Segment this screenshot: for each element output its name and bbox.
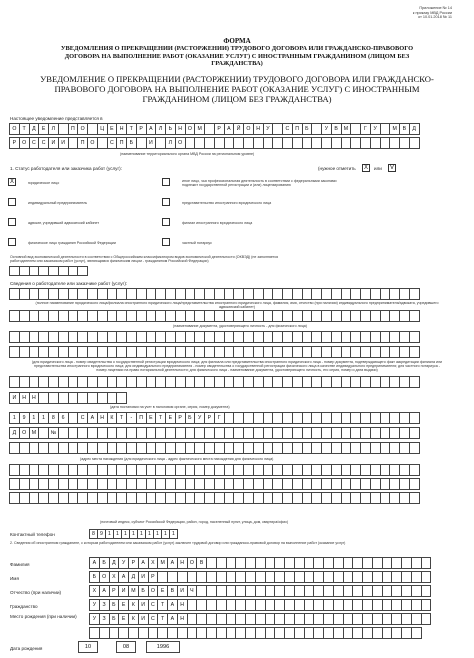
- form-cell[interactable]: Р: [136, 123, 147, 135]
- appendix-line: от 10.01.2018 № 11: [418, 15, 452, 20]
- form-cell[interactable]: А: [146, 123, 157, 135]
- status-entrepreneur-checkbox[interactable]: [8, 198, 16, 206]
- form-cell[interactable]: Б: [99, 557, 110, 569]
- first-name-field[interactable]: [89, 571, 430, 583]
- patronymic-label: Отчество (при наличии): [10, 590, 62, 595]
- form-cell[interactable]: 1: [121, 529, 130, 539]
- form-cell[interactable]: Н: [177, 599, 188, 611]
- form-cell[interactable]: С: [148, 599, 159, 611]
- form-cell[interactable]: 1: [9, 412, 20, 424]
- employer-address-row-3[interactable]: [9, 442, 419, 454]
- form-cell[interactable]: М: [128, 585, 139, 597]
- form-cell[interactable]: [409, 464, 420, 476]
- form-title-large: УВЕДОМЛЕНИЕ О ПРЕКРАЩЕНИИ (РАСТОРЖЕНИИ) ТРУДОВОГО ДОГОВОРА ИЛИ ГРАЖДАНСКО-ПРАВОВОГО ДОГОВОРА НА ВЫПОЛНЕНИЕ РАБОТ (ОКАЗАНИЕ УСЛУГ) С ИНОСТРАННЫМ ГРАЖДАНИНОМ (ЛИЦОМ БЕЗ ГРАЖДАНСТВА): [40, 74, 434, 105]
- form-cell[interactable]: [409, 427, 420, 439]
- status-representative-label: представительство иностранного юридического лица: [182, 201, 272, 205]
- birth-day-field[interactable]: 10: [78, 641, 98, 653]
- form-cell[interactable]: Р: [175, 412, 186, 424]
- form-cell[interactable]: -: [126, 412, 137, 424]
- form-cell[interactable]: С: [29, 137, 40, 149]
- employer-postal-caption: (почтовый индекс, субъект Российской Федерации, район, город, населенный пункт, улица, дом, квартира/офис): [100, 520, 289, 524]
- form-cell[interactable]: Е: [157, 585, 168, 597]
- form-cell[interactable]: Ц: [97, 123, 108, 135]
- employer-address-row-6[interactable]: [9, 492, 419, 504]
- status-individual-checkbox[interactable]: [8, 238, 16, 246]
- form-cell[interactable]: Н: [253, 123, 264, 135]
- form-cell[interactable]: [409, 442, 420, 454]
- form-cell[interactable]: Н: [29, 392, 40, 404]
- employer-name-caption: (полное наименование юридического лица/филиала иностранного юридического лица/представительства иностранного юридического лица, фамилия, имя, отчество (при наличии) индивидуального предпринимателя/адвоката, учредившего адвокатский кабинет): [35, 301, 439, 310]
- status-individual-label: физическое лицо гражданин Российской Федерации: [28, 241, 116, 245]
- form-cell[interactable]: З: [99, 599, 110, 611]
- form-cell[interactable]: А: [99, 585, 110, 597]
- form-cell[interactable]: О: [19, 137, 30, 149]
- form-cell[interactable]: И: [146, 137, 157, 149]
- form-cell[interactable]: И: [118, 585, 129, 597]
- mark-example-v: V: [389, 165, 394, 171]
- form-cell[interactable]: О: [175, 137, 186, 149]
- form-cell[interactable]: Г: [214, 412, 225, 424]
- birth-date-label: Дата рождения: [10, 646, 43, 651]
- status-representative-checkbox[interactable]: [162, 198, 170, 206]
- form-cell[interactable]: О: [243, 123, 254, 135]
- form-cell[interactable]: Т: [19, 123, 30, 135]
- appendix-line: к приказу МВД России: [412, 10, 452, 15]
- form-cell[interactable]: Т: [126, 123, 137, 135]
- form-cell[interactable]: [409, 288, 420, 300]
- employer-name-row-1[interactable]: [9, 288, 419, 300]
- surname-field[interactable]: [89, 557, 430, 569]
- form-cell[interactable]: М: [29, 427, 40, 439]
- form-cell[interactable]: О: [9, 123, 20, 135]
- status-notary-checkbox[interactable]: [162, 238, 170, 246]
- form-cell[interactable]: У: [370, 123, 381, 135]
- mark-or: или: [374, 166, 382, 171]
- form-cell[interactable]: Т: [116, 412, 127, 424]
- form-cell[interactable]: Б: [185, 412, 196, 424]
- mark-instruction-text: (нужное отметить: [318, 166, 356, 171]
- form-cell[interactable]: А: [138, 557, 149, 569]
- form-cell[interactable]: Б: [109, 613, 120, 625]
- form-cell[interactable]: [409, 478, 420, 490]
- employer-label: Сведения о работодателе или заказчике работ (услуг):: [10, 281, 128, 286]
- patronymic-field[interactable]: [89, 585, 430, 597]
- status-other-person-label: иное лицо, чья профессиональная деятельность в соответствии с федеральными законами подлежит государственной регистрации и (или) лицензированию: [182, 179, 337, 188]
- form-cell[interactable]: О: [87, 137, 98, 149]
- employer-address-row-4[interactable]: [9, 464, 419, 476]
- form-cell[interactable]: Н: [177, 557, 188, 569]
- form-cell[interactable]: У: [89, 599, 100, 611]
- form-cell[interactable]: В: [331, 123, 342, 135]
- status-entrepreneur-label: индивидуальный предприниматель: [28, 201, 88, 205]
- status-notary-label: частный нотариус: [182, 241, 212, 245]
- employer-doc-caption: (наименование документа, удостоверяющего личность - для физического лица): [173, 324, 307, 328]
- form-cell[interactable]: [421, 599, 432, 611]
- form-cell[interactable]: Т: [157, 599, 168, 611]
- form-cell[interactable]: С: [148, 613, 159, 625]
- form-cell[interactable]: Б: [138, 585, 149, 597]
- form-cell[interactable]: А: [89, 557, 100, 569]
- birthplace-field[interactable]: [89, 613, 430, 625]
- form-cell[interactable]: С: [282, 123, 293, 135]
- employer-address-row-2[interactable]: [9, 427, 419, 439]
- form-cell[interactable]: А: [118, 571, 129, 583]
- form-cell[interactable]: Л: [155, 123, 166, 135]
- addressee-caption: (наименование территориального органа МВД России на региональном уровне): [120, 152, 255, 156]
- form-cell[interactable]: О: [187, 557, 198, 569]
- form-cell[interactable]: Е: [146, 412, 157, 424]
- form-cell[interactable]: С: [77, 412, 88, 424]
- status-lawyer-label: адвокат, учредивший адвокатский кабинет: [28, 221, 100, 225]
- form-cell[interactable]: [421, 613, 432, 625]
- form-cell[interactable]: У: [89, 613, 100, 625]
- form-cell[interactable]: И: [138, 599, 149, 611]
- form-cell[interactable]: О: [19, 427, 30, 439]
- form-cell[interactable]: Л: [48, 123, 59, 135]
- form-cell[interactable]: Б: [109, 599, 120, 611]
- form-cell[interactable]: 1: [137, 529, 146, 539]
- surname-label: Фамилия: [10, 562, 30, 567]
- appendix-line: Приложение № 14: [419, 6, 452, 10]
- addressee-row-2[interactable]: [9, 137, 419, 149]
- form-cell[interactable]: 6: [58, 412, 69, 424]
- form-cell[interactable]: П: [77, 137, 88, 149]
- section1-heading: 1. Статус работодателя или заказчика работ (услуг):: [10, 166, 122, 171]
- form-cell[interactable]: Е: [118, 599, 129, 611]
- status-branch-checkbox[interactable]: [162, 218, 170, 226]
- employer-name-row-2[interactable]: [9, 310, 419, 322]
- form-cell[interactable]: №: [48, 427, 59, 439]
- form-cell[interactable]: [77, 266, 88, 276]
- form-cell[interactable]: З: [99, 613, 110, 625]
- form-cell[interactable]: С: [107, 137, 118, 149]
- form-cell[interactable]: Т: [157, 613, 168, 625]
- form-cell[interactable]: У: [321, 123, 332, 135]
- form-cell[interactable]: А: [167, 557, 178, 569]
- form-cell[interactable]: Н: [97, 412, 108, 424]
- birth-year-field[interactable]: 1996: [146, 641, 180, 653]
- status-lawyer-checkbox[interactable]: [8, 218, 16, 226]
- form-cell[interactable]: И: [177, 585, 188, 597]
- form-cell[interactable]: 1: [29, 412, 40, 424]
- form-title-small: УВЕДОМЛЕНИЯ О ПРЕКРАЩЕНИИ (РАСТОРЖЕНИИ) ТРУДОВОГО ДОГОВОРА ИЛИ ГРАЖДАНСКО-ПРАВОВОГО ДОГОВОРА НА ВЫПОЛНЕНИЕ РАБОТ (ОКАЗАНИЕ УСЛУГ) С ИНОСТРАННЫМ ГРАЖДАНИНОМ (ЛИЦОМ БЕЗ ГРАЖДАНСТВА): [60, 45, 414, 68]
- status-legal-entity-label: юридическое лицо: [28, 181, 60, 185]
- employer-address-caption: (адрес места нахождения (для юридического лица - адрес фактического места нахождения для физического лица): [80, 457, 274, 461]
- form-cell[interactable]: 1: [169, 529, 178, 539]
- mark-instruction: [318, 166, 356, 171]
- form-cell[interactable]: [409, 376, 420, 388]
- form-cell[interactable]: [411, 627, 422, 639]
- form-cell[interactable]: Е: [165, 412, 176, 424]
- okved-row[interactable]: [9, 266, 87, 276]
- employer-row-5[interactable]: [9, 376, 419, 388]
- employer-row-3[interactable]: [9, 331, 419, 343]
- employer-reg-caption: (для юридического лица - номер свидетельства о государственной регистрации юридического лица; для филиала или представительства иностранного юридического лица - номер документа, подтверждающего факт аккредитации филиала или представительства иностранного юридического лица; для индивидуального предпринимателя - номер свидетельства о государственной регистрации физического лица в качестве индивидуального предпринимателя; для частного нотариуса - номер лицензии на право нотариальной деятельности; для физического лица - наименование документа, удостоверяющего личность, его серия, номер и дата выдачи): [31, 360, 443, 373]
- form-cell[interactable]: Н: [116, 123, 127, 135]
- inn-row[interactable]: [9, 392, 126, 404]
- form-cell[interactable]: [409, 346, 420, 358]
- form-cell[interactable]: В: [167, 585, 178, 597]
- phone-label: Контактный телефон: [10, 532, 55, 537]
- form-cell[interactable]: И: [58, 137, 69, 149]
- employer-address-row-5[interactable]: [9, 478, 419, 490]
- mark-example-x: X: [363, 165, 368, 171]
- form-cell[interactable]: П: [292, 123, 303, 135]
- appendix-reference: [382, 6, 452, 20]
- form-cell[interactable]: Е: [38, 123, 49, 135]
- form-cell[interactable]: Б: [302, 123, 313, 135]
- form-cell[interactable]: А: [167, 599, 178, 611]
- form-cell[interactable]: Х: [148, 557, 159, 569]
- form-cell[interactable]: Д: [128, 571, 139, 583]
- birth-month-field[interactable]: 08: [116, 641, 136, 653]
- form-cell[interactable]: Ь: [165, 123, 176, 135]
- form-cell[interactable]: П: [136, 412, 147, 424]
- phone-digits[interactable]: [89, 529, 177, 539]
- form-cell[interactable]: Н: [175, 123, 186, 135]
- form-cell[interactable]: Х: [109, 571, 120, 583]
- form-cell[interactable]: 1: [161, 529, 170, 539]
- form-cell[interactable]: 1: [129, 529, 138, 539]
- form-cell[interactable]: Р: [128, 557, 139, 569]
- form-cell[interactable]: 9: [97, 529, 106, 539]
- citizenship-field[interactable]: [89, 599, 430, 611]
- employer-row-4[interactable]: [9, 346, 419, 358]
- form-cell[interactable]: Г: [360, 123, 371, 135]
- form-cell[interactable]: Ч: [187, 585, 198, 597]
- status-other-person-checkbox[interactable]: [162, 178, 170, 186]
- form-cell[interactable]: У: [263, 123, 274, 135]
- form-cell[interactable]: П: [68, 123, 79, 135]
- form-cell[interactable]: Р: [9, 137, 20, 149]
- form-cell[interactable]: П: [116, 137, 127, 149]
- inn-caption: (дата постановки на учет в налоговом органе, серия, номер документа): [110, 405, 230, 409]
- addressee-row-1[interactable]: [9, 123, 419, 135]
- form-cell[interactable]: К: [128, 613, 139, 625]
- citizenship-label: Гражданство: [10, 604, 38, 609]
- form-cell[interactable]: И: [138, 571, 149, 583]
- form-cell[interactable]: 1: [113, 529, 122, 539]
- form-cell[interactable]: [421, 585, 432, 597]
- form-cell[interactable]: Л: [165, 137, 176, 149]
- form-cell[interactable]: Й: [233, 123, 244, 135]
- form-cell[interactable]: М: [194, 123, 205, 135]
- form-cell[interactable]: 1: [153, 529, 162, 539]
- form-cell[interactable]: К: [128, 599, 139, 611]
- status-branch-label: филиал иностранного юридического лица: [182, 221, 253, 225]
- form-cell[interactable]: И: [48, 137, 59, 149]
- form-cell[interactable]: О: [148, 585, 159, 597]
- form-cell[interactable]: Н: [19, 392, 30, 404]
- form-cell[interactable]: Е: [118, 613, 129, 625]
- form-cell[interactable]: Б: [89, 571, 100, 583]
- form-cell[interactable]: А: [224, 123, 235, 135]
- form-cell[interactable]: Б: [126, 137, 137, 149]
- addressee-label: Настоящее уведомление представляется в: [10, 116, 103, 121]
- form-cell[interactable]: 1: [38, 412, 49, 424]
- form-cell[interactable]: Р: [204, 412, 215, 424]
- birthplace-label: Место рождения (при наличии): [10, 614, 77, 619]
- form-cell[interactable]: Е: [107, 123, 118, 135]
- form-cell[interactable]: А: [87, 412, 98, 424]
- first-name-label: Имя: [10, 576, 19, 581]
- section2-heading: 2. Сведения об иностранном гражданине, с которым работодателем или заказчиком работ (услуг) заключен трудовой договор или гражданско-правовой договор на выполнение работ (оказание услуг): [10, 541, 346, 545]
- form-cell[interactable]: [409, 492, 420, 504]
- form-cell[interactable]: М: [389, 123, 400, 135]
- birthplace-extra-row[interactable]: [89, 627, 421, 639]
- form-cell[interactable]: М: [341, 123, 352, 135]
- form-cell[interactable]: 1: [105, 529, 114, 539]
- form-cell[interactable]: Д: [9, 427, 20, 439]
- form-cell[interactable]: И: [138, 613, 149, 625]
- form-cell[interactable]: У: [118, 557, 129, 569]
- form-cell[interactable]: [421, 557, 432, 569]
- form-cell[interactable]: [409, 412, 420, 424]
- form-cell[interactable]: Р: [148, 571, 159, 583]
- form-cell[interactable]: [116, 392, 127, 404]
- form-cell[interactable]: Д: [29, 123, 40, 135]
- form-cell[interactable]: В: [399, 123, 410, 135]
- form-cell[interactable]: С: [38, 137, 49, 149]
- forma-heading: ФОРМА: [223, 37, 251, 45]
- form-cell[interactable]: О: [185, 123, 196, 135]
- form-cell[interactable]: В: [196, 557, 207, 569]
- form-cell[interactable]: Н: [177, 613, 188, 625]
- form-cell[interactable]: О: [99, 571, 110, 583]
- form-cell[interactable]: [409, 331, 420, 343]
- form-cell[interactable]: К: [107, 412, 118, 424]
- form-cell[interactable]: У: [194, 412, 205, 424]
- form-cell[interactable]: Д: [109, 557, 120, 569]
- employer-address-row-1[interactable]: [9, 412, 419, 424]
- form-cell[interactable]: И: [9, 392, 20, 404]
- okved-note: Основной вид экономической деятельности в соответствии с Общероссийским классификатором видов экономической деятельности (ОКВЭД) (не заполняется работодателем или заказчиком работ (услуг), являющимся физическим лицом - гражданином Российской Федерации): [10, 255, 279, 264]
- form-cell[interactable]: 9: [19, 412, 30, 424]
- status-legal-entity-checkbox[interactable]: X: [9, 179, 14, 185]
- form-cell[interactable]: [409, 310, 420, 322]
- form-cell[interactable]: Т: [155, 412, 166, 424]
- form-cell[interactable]: Р: [214, 123, 225, 135]
- form-cell[interactable]: А: [167, 613, 178, 625]
- form-cell[interactable]: [421, 571, 432, 583]
- form-cell[interactable]: Х: [89, 585, 100, 597]
- form-cell[interactable]: 8: [48, 412, 59, 424]
- form-cell[interactable]: Д: [409, 123, 420, 135]
- form-cell[interactable]: М: [157, 557, 168, 569]
- form-cell[interactable]: О: [77, 123, 88, 135]
- form-cell[interactable]: [409, 137, 420, 149]
- form-cell[interactable]: 1: [145, 529, 154, 539]
- form-cell[interactable]: 8: [89, 529, 98, 539]
- form-cell[interactable]: Р: [109, 585, 120, 597]
